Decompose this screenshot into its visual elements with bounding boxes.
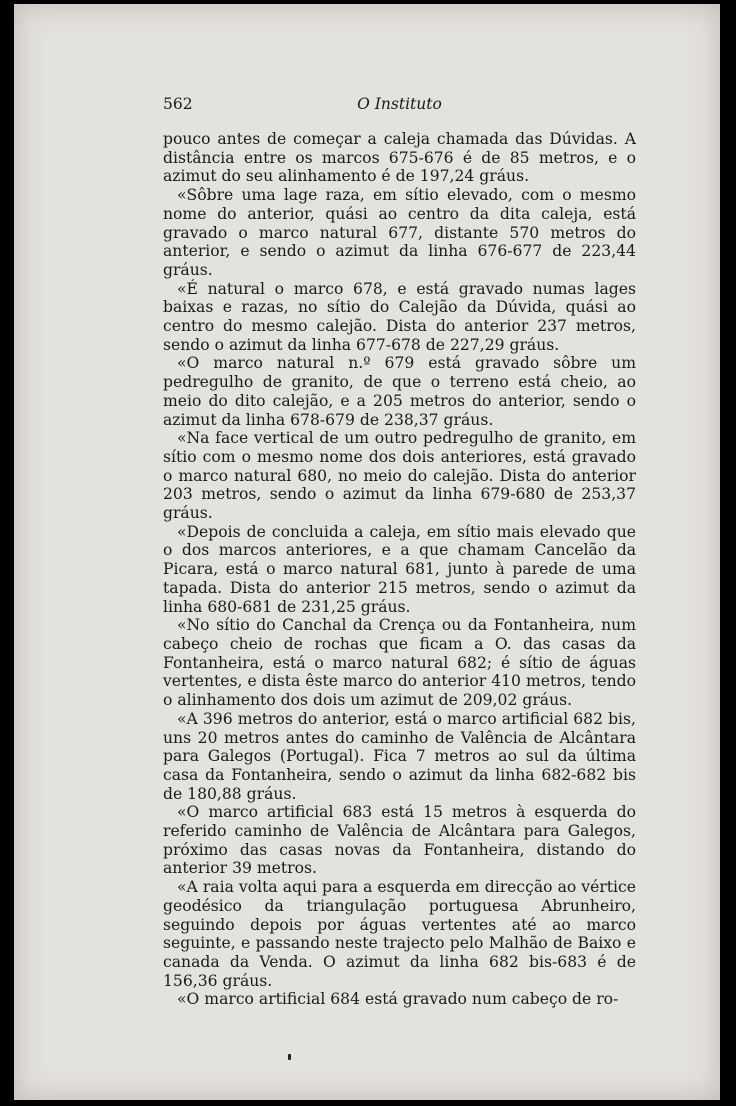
- paragraph: «O marco artificial 683 está 15 metros à esquerda do referido caminho de Valência de Alcântara para Galegos, próximo das casas novas da Fontanheira, distando do anterior 39 metros.: [163, 803, 636, 878]
- paragraph: «A 396 metros do anterior, está o marco artificial 682 bis, uns 20 metros antes do caminho de Valência de Alcântara para Galegos (Portugal). Fica 7 metros ao sul da última casa da Fontanheira, sendo o azimut da linha 682-682 bis de 180,88 gráus.: [163, 709, 636, 803]
- paragraph: «O marco artificial 684 está gravado num cabeço de ro-: [177, 990, 619, 1009]
- paragraph: «No sítio do Canchal da Crença ou da Fontanheira, num cabeço cheio de rochas que ficam a O. das casas da Fontanheira, está o marco natural 682; é sítio de águas vertentes, e dista êste marco do anterior 410 metros, tendo o alinhamento dos dois um azimut de 209,02 gráus.: [163, 616, 636, 710]
- page-number: 562: [163, 95, 193, 113]
- body-text: [163, 130, 636, 1009]
- page-header: [163, 95, 636, 115]
- paragraph: «Depois de concluida a caleja, em sítio mais elevado que o dos marcos anteriores, e a que chamam Cancelão da Picara, está o marco natural 681, junto à parede de uma tapada. Dista do anterior 215 metros, sendo o azimut da linha 680-681 de 231,25 gráus.: [163, 522, 636, 616]
- running-title: O Instituto: [357, 95, 442, 113]
- paragraph: pouco antes de começar a caleja chamada das Dúvidas. A distância entre os marcos 675-676 é de 85 metros, e o azimut do seu alinhamento é de 197,24 gráus.: [163, 130, 636, 186]
- paragraph: «Sôbre uma lage raza, em sítio elevado, com o mesmo nome do anterior, quási ao centro da dita caleja, está gravado o marco natural 677, distante 570 metros do anterior, e sendo o azimut da linha 676-677 de 223,44 gráus.: [163, 186, 636, 279]
- paragraph: «O marco natural n.º 679 está gravado sôbre um pedregulho de granito, de que o terreno está cheio, ao meio do dito calejão, e a 205 metros do anterior, sendo o azimut da linha 678-679 de 238,37 gráus.: [163, 354, 636, 429]
- paragraph: «A raia volta aqui para a esquerda em direcção ao vértice geodésico da triangulação portuguesa Abrunheiro, seguindo depois por águas vertentes até ao marco seguinte, e passando neste trajecto pelo Malhão de Baixo e canada da Venda. O azimut da linha 682 bis-683 é de 156,36 gráus.: [163, 878, 636, 990]
- paragraph: «É natural o marco 678, e está gravado numas lages baixas e razas, no sítio do Calejão da Dúvida, quási ao centro do mesmo calejão. Dista do anterior 237 metros, sendo o azimut da linha 677-678 de 227,29 gráus.: [163, 279, 636, 354]
- ink-speck: [288, 1054, 291, 1060]
- paragraph: «Na face vertical de um outro pedregulho de granito, em sítio com o mesmo nome dos dois anteriores, está gravado o marco natural 680, no meio do calejão. Dista do anterior 203 metros, sendo o azimut da linha 679-680 de 253,37 gráus.: [163, 429, 636, 523]
